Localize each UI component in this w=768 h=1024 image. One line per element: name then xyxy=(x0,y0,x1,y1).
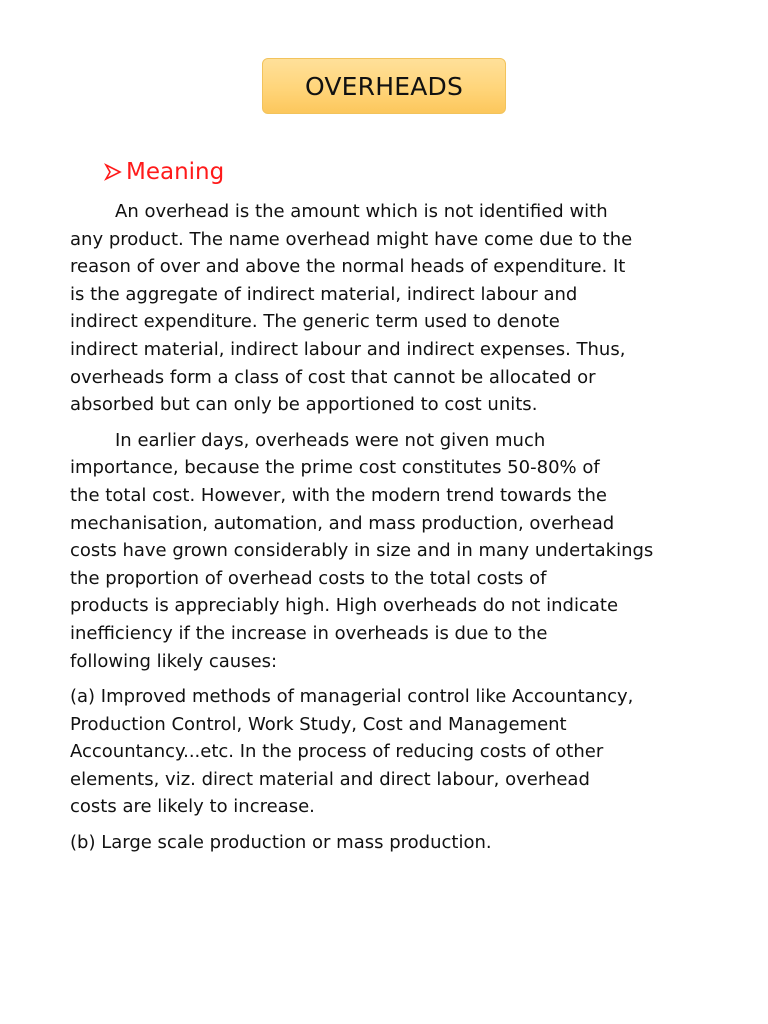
text-line: In earlier days, overheads were not given much xyxy=(115,429,546,451)
text-line: An overhead is the amount which is not identified with xyxy=(115,201,608,222)
text-line: is the aggregate of indirect material, indirect labour and xyxy=(70,283,578,305)
arrow-bullet-icon xyxy=(104,163,122,181)
text-line: following likely causes: xyxy=(70,650,278,672)
text-line: overheads form a class of cost that cannot be allocated or xyxy=(70,366,596,388)
document-body xyxy=(70,198,685,865)
text-line: (a) Improved methods of managerial control like Accountancy, xyxy=(70,686,634,708)
text-line: the proportion of overhead costs to the total costs of xyxy=(70,567,547,589)
paragraph-definition xyxy=(70,198,685,419)
text-line: inefficiency if the increase in overheads is due to the xyxy=(70,622,548,644)
page-title: OVERHEADS xyxy=(304,71,464,101)
text-line: products is appreciably high. High overheads do not indicate xyxy=(70,595,619,617)
text-line: mechanisation, automation, and mass production, overhead xyxy=(70,512,615,534)
text-line: Accountancy...etc. In the process of reducing costs of other xyxy=(70,741,604,763)
text-line: Production Control, Work Study, Cost and Management xyxy=(70,713,567,735)
paragraph-cause-a xyxy=(70,683,685,821)
text-line: costs have grown considerably in size and in many undertakings xyxy=(70,540,654,562)
paragraph-history xyxy=(70,427,685,675)
text-line: reason of over and above the normal heads of expenditure. It xyxy=(70,256,626,278)
text-line: (b) Large scale production or mass production. xyxy=(70,832,492,854)
section-heading xyxy=(104,155,224,189)
text-line: indirect material, indirect labour and indirect expenses. Thus, xyxy=(70,338,626,360)
text-line: indirect expenditure. The generic term used to denote xyxy=(70,311,560,333)
section-heading-text: Meaning xyxy=(126,159,225,185)
title-box xyxy=(262,58,506,114)
text-line: absorbed but can only be apportioned to cost units. xyxy=(70,394,538,416)
text-line: the total cost. However, with the modern trend towards the xyxy=(70,484,607,506)
text-line: costs are likely to increase. xyxy=(70,796,315,818)
text-line: importance, because the prime cost constitutes 50-80% of xyxy=(70,457,600,479)
paragraph-cause-b xyxy=(70,829,685,857)
text-line: any product. The name overhead might have come due to the xyxy=(70,228,633,250)
text-line: elements, viz. direct material and direct labour, overhead xyxy=(70,768,590,790)
